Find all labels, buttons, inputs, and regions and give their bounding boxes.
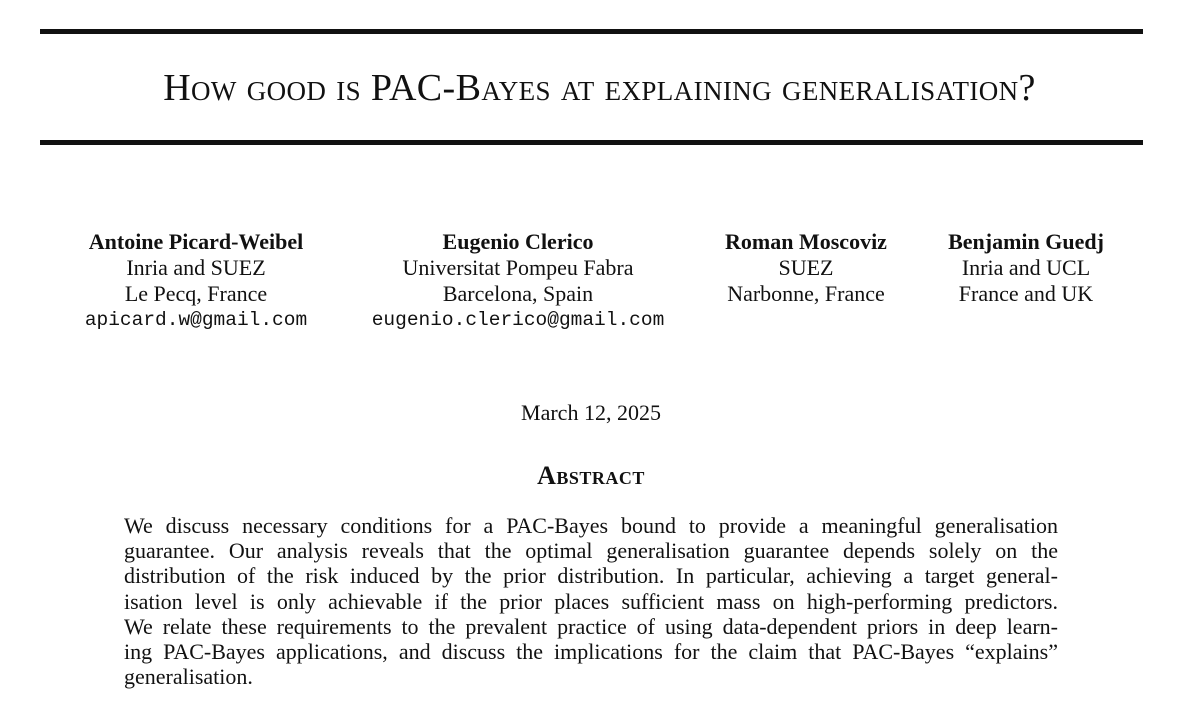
author-block-3 (714, 229, 898, 307)
author-block-4 (934, 229, 1118, 307)
author-email[interactable]: eugenio.clerico@gmail.com (371, 309, 665, 331)
author-location: Barcelona, Spain (442, 281, 594, 306)
author-name: Roman Moscoviz (725, 229, 887, 254)
title-top-rule (40, 29, 1143, 34)
author-block-2 (356, 229, 680, 333)
author-location: Le Pecq, France (124, 281, 268, 306)
abstract-body (124, 513, 1058, 689)
publication-date: March 12, 2025 (521, 400, 661, 425)
title-bottom-rule (40, 140, 1143, 145)
abstract-line: distribution of the risk induced by the prior distribution. In particular, achieving a target general- (124, 563, 1058, 589)
author-affiliation: SUEZ (778, 255, 834, 280)
author-location: France and UK (958, 281, 1094, 306)
author-name: Antoine Picard-Weibel (88, 229, 304, 254)
abstract-line: We discuss necessary conditions for a PAC-Bayes bound to provide a meaningful generalisation (124, 513, 1058, 538)
abstract-heading: Abstract (537, 461, 645, 490)
abstract-line: isation level is only achievable if the prior places sufficient mass on high-performing predictors. (124, 588, 1058, 614)
abstract-line: guarantee. Our analysis reveals that the optimal generalisation guarantee depends solely on the (124, 538, 1058, 564)
author-affiliation: Inria and UCL (961, 255, 1091, 280)
author-name: Eugenio Clerico (442, 229, 594, 254)
author-affiliation: Inria and SUEZ (126, 255, 266, 280)
author-email[interactable]: apicard.w@gmail.com (84, 309, 308, 331)
abstract-line: generalisation. (124, 664, 253, 690)
author-name: Benjamin Guedj (948, 229, 1104, 254)
abstract-line: We relate these requirements to the prevalent practice of using data-dependent priors in deep learn- (124, 613, 1058, 639)
abstract-line: ing PAC-Bayes applications, and discuss the implications for the claim that PAC-Bayes “explains” (124, 639, 1058, 665)
author-affiliation: Universitat Pompeu Fabra (402, 255, 634, 280)
paper-title: How good is PAC-Bayes at explaining generalisation? (163, 67, 1036, 109)
author-location: Narbonne, France (727, 281, 885, 306)
author-block-1 (76, 229, 316, 333)
